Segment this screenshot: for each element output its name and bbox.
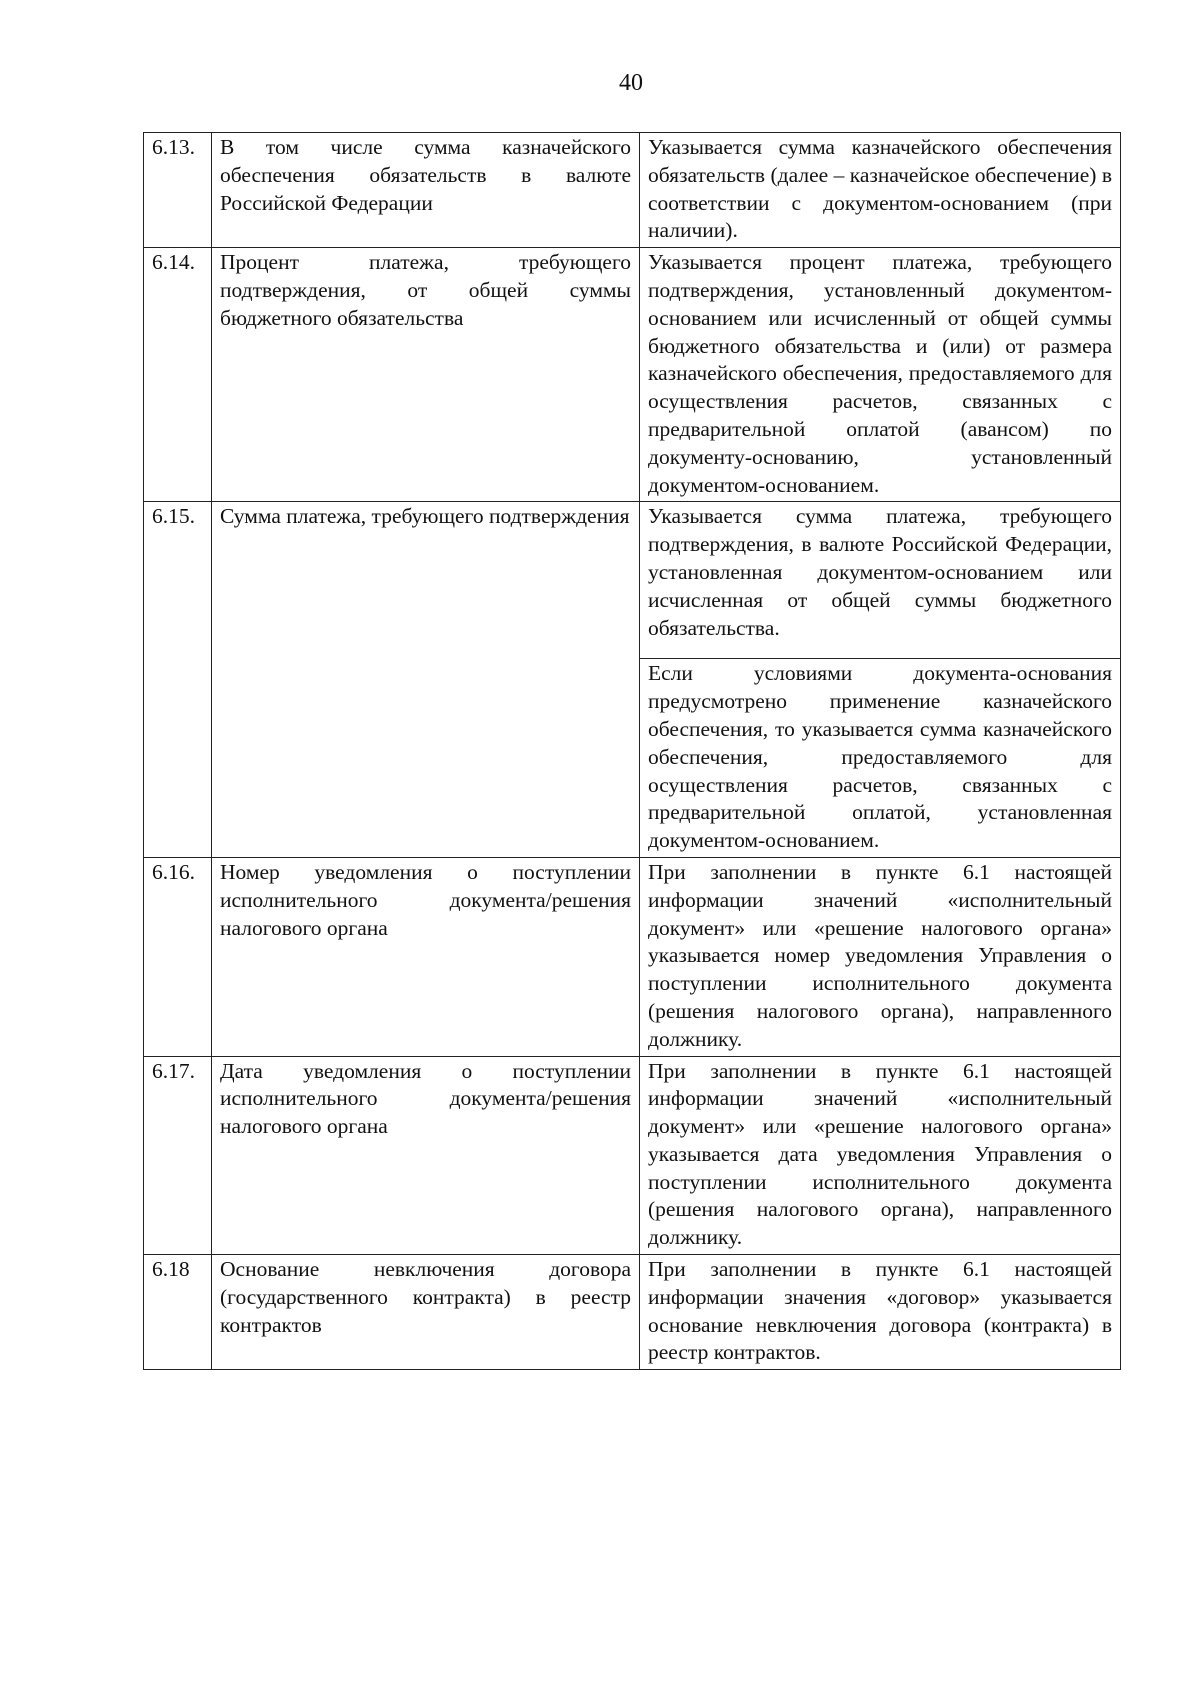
field-description bbox=[640, 502, 1121, 858]
field-description: Указывается процент платежа, требующего подтверждения, установленный документом-основанием или исчисленный от общей суммы бюджетного обязательства и (или) от размера казначейского обеспечения, предоставляемого для осуществления расчетов, связанных с предварительной оплатой (авансом) по документу-основанию, установленный документом-основанием. bbox=[640, 248, 1121, 502]
field-description: Указывается сумма казначейского обеспечения обязательств (далее – казначейское обеспечение) в соответствии с документом-основанием (при наличии). bbox=[640, 133, 1121, 248]
page-number: 40 bbox=[619, 70, 643, 96]
field-description: При заполнении в пункте 6.1 настоящей информации значений «исполнительный документ» или «решение налогового органа» указывается номер уведомления Управления о поступлении исполнительного документа (решения налогового органа), направленного должнику. bbox=[640, 857, 1121, 1056]
description-paragraph: Если условиями документа-основания предусмотрено применение казначейского обеспечения, то указывается сумма казначейского обеспечения, предоставляемого для осуществления расчетов, связанных с предварительной оплатой, установленная документом-основанием. bbox=[640, 658, 1120, 857]
table-row bbox=[144, 1056, 1121, 1255]
row-number: 6.14. bbox=[144, 248, 212, 502]
row-number: 6.13. bbox=[144, 133, 212, 248]
paragraph-gap bbox=[648, 642, 1112, 656]
description-paragraph bbox=[640, 502, 1120, 658]
table-row bbox=[144, 248, 1121, 502]
row-number: 6.15. bbox=[144, 502, 212, 858]
field-name: Основание невключения договора (государственного контракта) в реестр контрактов bbox=[212, 1255, 640, 1370]
field-name: Номер уведомления о поступлении исполнительного документа/решения налогового органа bbox=[212, 857, 640, 1056]
description-text: Указывается сумма платежа, требующего подтверждения, в валюте Российской Федерации, установленная документом-основанием или исчисленная от общей суммы бюджетного обязательства. bbox=[648, 504, 1112, 640]
requirements-table bbox=[143, 132, 1121, 1370]
table-row bbox=[144, 857, 1121, 1056]
row-number: 6.18 bbox=[144, 1255, 212, 1370]
field-name: Процент платежа, требующего подтверждения, от общей суммы бюджетного обязательства bbox=[212, 248, 640, 502]
field-description: При заполнении в пункте 6.1 настоящей информации значения «договор» указывается основание невключения договора (контракта) в реестр контрактов. bbox=[640, 1255, 1121, 1370]
field-name: Дата уведомления о поступлении исполнительного документа/решения налогового органа bbox=[212, 1056, 640, 1255]
row-number: 6.17. bbox=[144, 1056, 212, 1255]
field-name: Сумма платежа, требующего подтверждения bbox=[212, 502, 640, 858]
table-row bbox=[144, 1255, 1121, 1370]
row-number: 6.16. bbox=[144, 857, 212, 1056]
field-description: При заполнении в пункте 6.1 настоящей информации значений «исполнительный документ» или «решение налогового органа» указывается дата уведомления Управления о поступлении исполнительного документа (решения налогового органа), направленного должнику. bbox=[640, 1056, 1121, 1255]
table-row bbox=[144, 502, 1121, 858]
table-row bbox=[144, 133, 1121, 248]
field-name: В том числе сумма казначейского обеспечения обязательств в валюте Российской Федерации bbox=[212, 133, 640, 248]
